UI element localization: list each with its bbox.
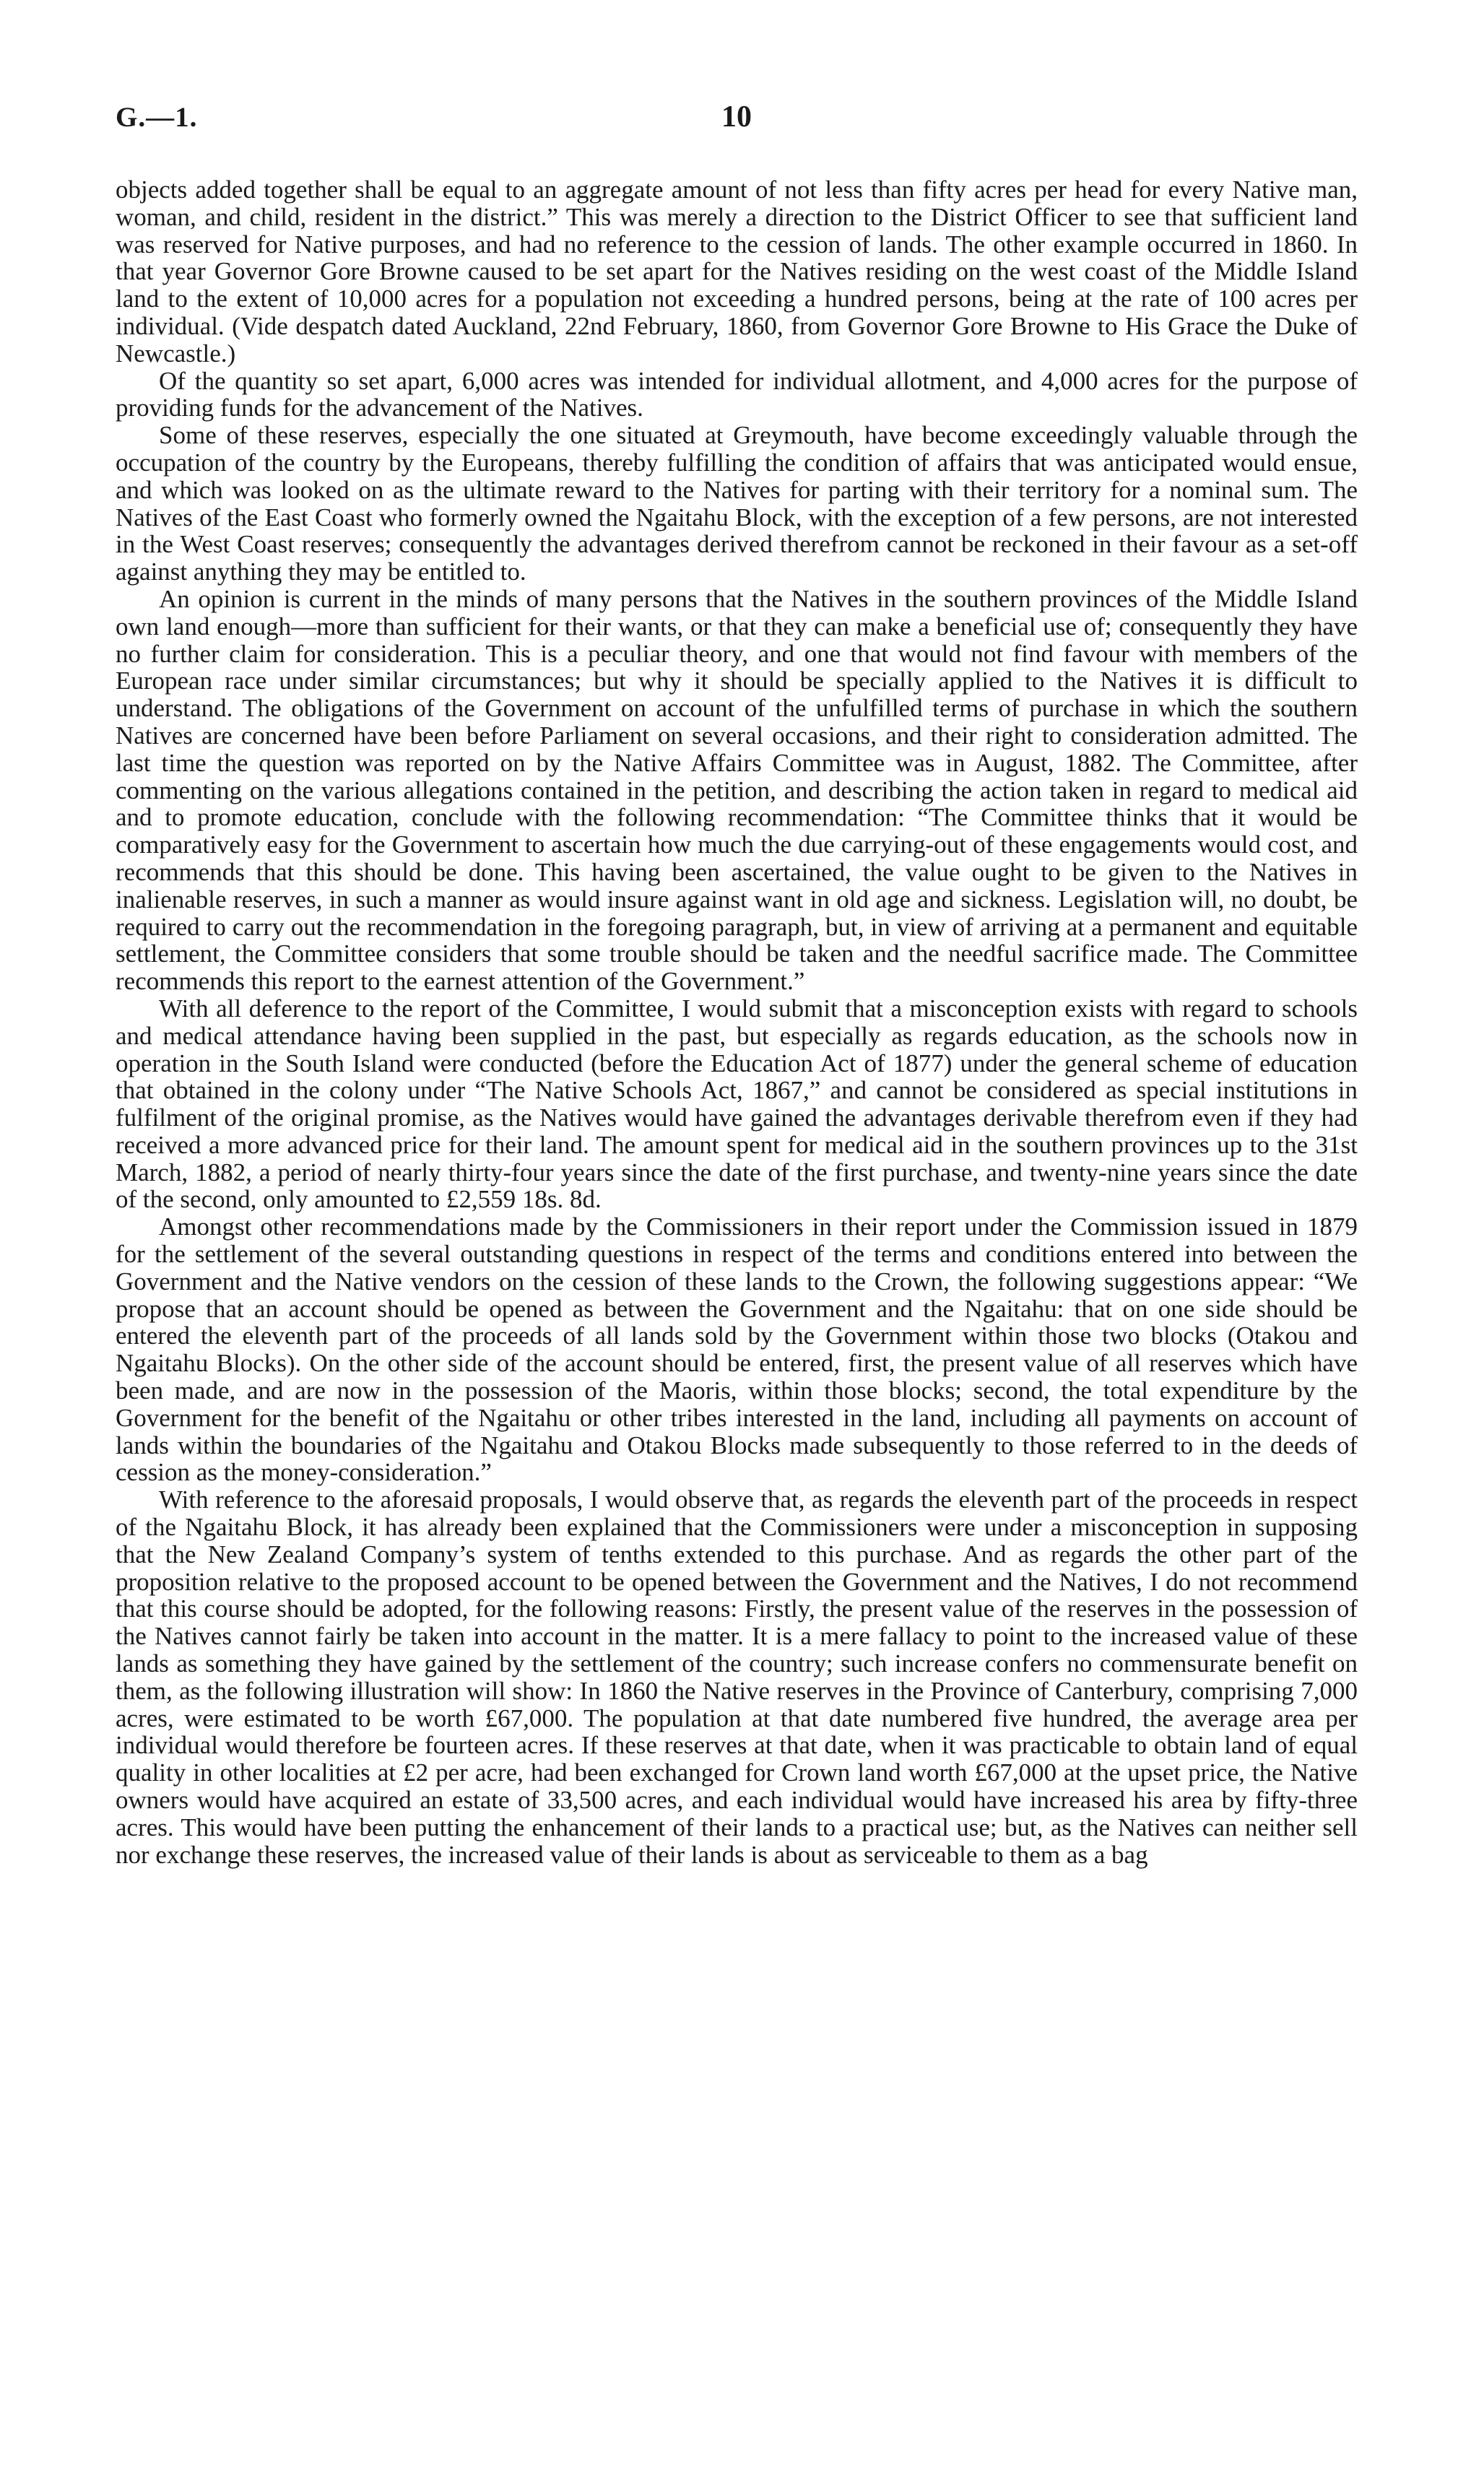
document-page	[116, 87, 1358, 1868]
paragraph: With reference to the aforesaid proposals, I would observe that, as regards the eleventh part of the proceeds in respect of the Ngaitahu Block, it has already been explained that the Commissioners were under a misconception in supposing that the New Zealand Company’s system of tenths extended to this purchase. And as regards the other part of the proposition relative to the proposed account to be opened between the Government and the Natives, I do not recommend that this course should be adopted, for the following reasons: Firstly, the present value of the reserves in the possession of the Natives cannot fairly be taken into account in the matter. It is a mere fallacy to point to the increased value of these lands as something they have gained by the settlement of the country; such increase confers no commensurate benefit on them, as the following illustration will show: In 1860 the Native reserves in the Province of Canterbury, comprising 7,000 acres, were estimated to be worth £67,000. The population at that date numbered five hundred, the average area per individual would therefore be fourteen acres. If these reserves at that date, when it was practicable to obtain land of equal quality in other localities at £2 per acre, had been exchanged for Crown land worth £67,000 at the upset price, the Native owners would have acquired an estate of 33,500 acres, and each individual would have increased his area by fifty-three acres. This would have been putting the enhancement of their lands to a practical use; but, as the Natives can neither sell nor exchange these reserves, the increased value of their lands is about as serviceable to them as a bag	[116, 1485, 1358, 1869]
paragraph: An opinion is current in the minds of many persons that the Natives in the southern provinces of the Middle Island own land enough—more than sufficient for their wants, or that they can make a beneficial use of; consequently they have no further claim for consideration. This is a peculiar theory, and one that would not find favour with members of the European race under similar circumstances; but why it should be specially applied to the Natives it is difficult to understand. The obligations of the Government on account of the unfulfilled terms of purchase in which the southern Natives are concerned have been before Parliament on several occasions, and their right to consideration admitted. The last time the question was reported on by the Native Affairs Committee was in August, 1882. The Committee, after commenting on the various allegations contained in the petition, and describing the action taken in regard to medical aid and to promote education, conclude with the following recommendation: “The Committee thinks that it would be comparatively easy for the Government to ascertain how much the due carrying-out of these engagements would cost, and recommends that this should be done. This having been ascertained, the value ought to be given to the Natives in inalienable reserves, in such a manner as would insure against want in old age and sickness. Legislation will, no doubt, be required to carry out the recommendation in the foregoing paragraph, but, in view of arriving at a permanent and equitable settlement, the Committee considers that some trouble should be taken and the needful sacrifice made. The Committee recommends this report to the earnest attention of the Government.”	[116, 584, 1358, 996]
paragraph: With all deference to the report of the Committee, I would submit that a misconception exists with regard to schools and medical attendance having been supplied in the past, but especially as regards education, as the schools now in operation in the South Island were conducted (before the Education Act of 1877) under the general scheme of education that obtained in the colony under “The Native Schools Act, 1867,” and cannot be considered as special institutions in fulfilment of the original promise, as the Natives would have gained the advantages derivable therefrom even if they had received a more advanced price for their land. The amount spent for medical aid in the southern provinces up to the 31st March, 1882, a period of nearly thirty-four years since the date of the first purchase, and twenty-nine years since the date of the second, only amounted to £2,559 18s. 8d.	[116, 994, 1358, 1214]
paragraph: objects added together shall be equal to an aggregate amount of not less than fifty acres per head for every Native man, woman, and child, resident in the district.” This was merely a direction to the District Officer to see that sufficient land was reserved for Native purposes, and had no reference to the cession of lands. The other example occurred in 1860. In that year Governor Gore Browne caused to be set apart for the Natives residing on the west coast of the Middle Island land to the extent of 10,000 acres for a population not exceeding a hundred persons, being at the rate of 100 acres per individual. (Vide despatch dated Auckland, 22nd February, 1860, from Governor Gore Browne to His Grace the Duke of Newcastle.)	[116, 175, 1358, 368]
page-header	[116, 87, 1358, 144]
paragraph: Amongst other recommendations made by the Commissioners in their report under the Commission issued in 1879 for the settlement of the several outstanding questions in respect of the terms and conditions entered into between the Government and the Native vendors on the cession of these lands to the Crown, the following suggestions appear: “We propose that an account should be opened as between the Government and the Ngaitahu: that on one side should be entered the eleventh part of the proceeds of all lands sold by the Government within those two blocks (Otakou and Ngaitahu Blocks). On the other side of the account should be entered, first, the present value of all reserves which have been made, and are now in the possession of the Maoris, within those blocks; second, the total expenditure by the Government for the benefit of the Ngaitahu or other tribes interested in the land, including all payments on account of lands within the boundaries of the Ngaitahu and Otakou Blocks made subsequently to those referred to in the deeds of cession as the money-consideration.”	[116, 1212, 1358, 1487]
paragraph: Some of these reserves, especially the one situated at Greymouth, have become exceedingly valuable through the occupation of the country by the Europeans, thereby fulfilling the condition of affairs that was anticipated would ensue, and which was looked on as the ultimate reward to the Natives for parting with their territory for a nominal sum. The Natives of the East Coast who formerly owned the Ngaitahu Block, with the exception of a few persons, are not interested in the West Coast reserves; consequently the advantages derived therefrom cannot be reckoned in their favour as a set-off against anything they may be entitled to.	[116, 421, 1358, 586]
page-number: 10	[721, 100, 752, 134]
document-reference: G.—1.	[116, 102, 198, 133]
body-text	[116, 176, 1358, 1868]
paragraph: Of the quantity so set apart, 6,000 acres was intended for individual allotment, and 4,000 acres for the purpose of providing funds for the advancement of the Natives.	[116, 366, 1358, 422]
